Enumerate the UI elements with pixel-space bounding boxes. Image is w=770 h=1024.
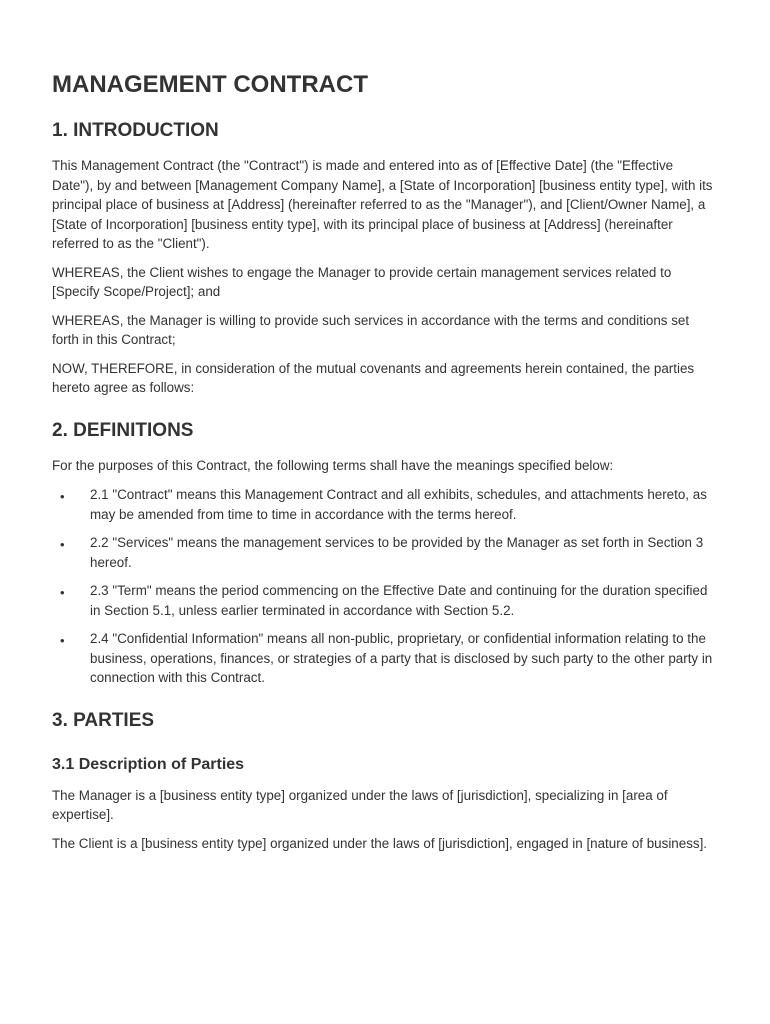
parties-paragraph-client: The Client is a [business entity type] organized under the laws of [jurisdiction], engaged in [nature of business]. [52, 835, 708, 851]
definition-text: 2.2 "Services" means the management services to be provided by the Manager as set forth in Section 3 hereof. [90, 535, 704, 570]
bullet-icon: • [60, 633, 65, 648]
section-heading-introduction: 1. INTRODUCTION [52, 120, 219, 141]
bullet-icon: • [60, 585, 65, 600]
definition-item-2-1 [52, 485, 718, 524]
definition-text: 2.4 "Confidential Information" means all non-public, proprietary, or confidential information relating to the business, operations, finances, or strategies of a party that is disclosed by such party to the other party in connection with this Contract. [90, 631, 713, 685]
intro-paragraph-3: WHEREAS, the Manager is willing to provide such services in accordance with the terms and conditions set forth in this Contract; [52, 312, 690, 347]
definitions-list [52, 485, 718, 688]
intro-paragraph-4: NOW, THEREFORE, in consideration of the mutual covenants and agreements herein contained, the parties hereto agree as follows: [52, 360, 695, 395]
definition-item-2-2 [52, 533, 718, 572]
bullet-icon: • [60, 489, 65, 504]
bullet-icon: • [60, 537, 65, 552]
document-page [52, 68, 718, 853]
definitions-intro: For the purposes of this Contract, the following terms shall have the meanings specified below: [52, 457, 614, 473]
definition-text: 2.1 "Contract" means this Management Contract and all exhibits, schedules, and attachments hereto, as may be amended from time to time in accordance with the terms hereof. [90, 487, 707, 522]
intro-paragraph-1: This Management Contract (the "Contract") is made and entered into as of [Effective Date] (the "Effective Date"), by and between [Management Company Name], a [State of Incorporation] [business entity type], with its principal place of business at [Address] (hereinafter referred to as the "Manager"), and [Client/Owner Name], a [State of Incorporation] [business entity type], with its principal place of business at [Address] (hereinafter referred to as the "Client"). [52, 158, 713, 251]
definition-item-2-3 [52, 581, 718, 620]
section-heading-parties: 3. PARTIES [52, 709, 155, 731]
intro-paragraph-2: WHEREAS, the Client wishes to engage the Manager to provide certain management services related to [Specify Scope/Project]; and [52, 264, 672, 299]
definition-item-2-4 [52, 629, 718, 688]
subsection-heading-description-of-parties: 3.1 Description of Parties [52, 755, 245, 773]
document-title: MANAGEMENT CONTRACT [52, 71, 368, 98]
section-heading-definitions: 2. DEFINITIONS [52, 419, 194, 441]
parties-paragraph-manager: The Manager is a [business entity type] organized under the laws of [jurisdiction], specializing in [area of expertise]. [52, 787, 668, 822]
definition-text: 2.3 "Term" means the period commencing on the Effective Date and continuing for the duration specified in Section 5.1, unless earlier terminated in accordance with Section 5.2. [90, 583, 708, 618]
